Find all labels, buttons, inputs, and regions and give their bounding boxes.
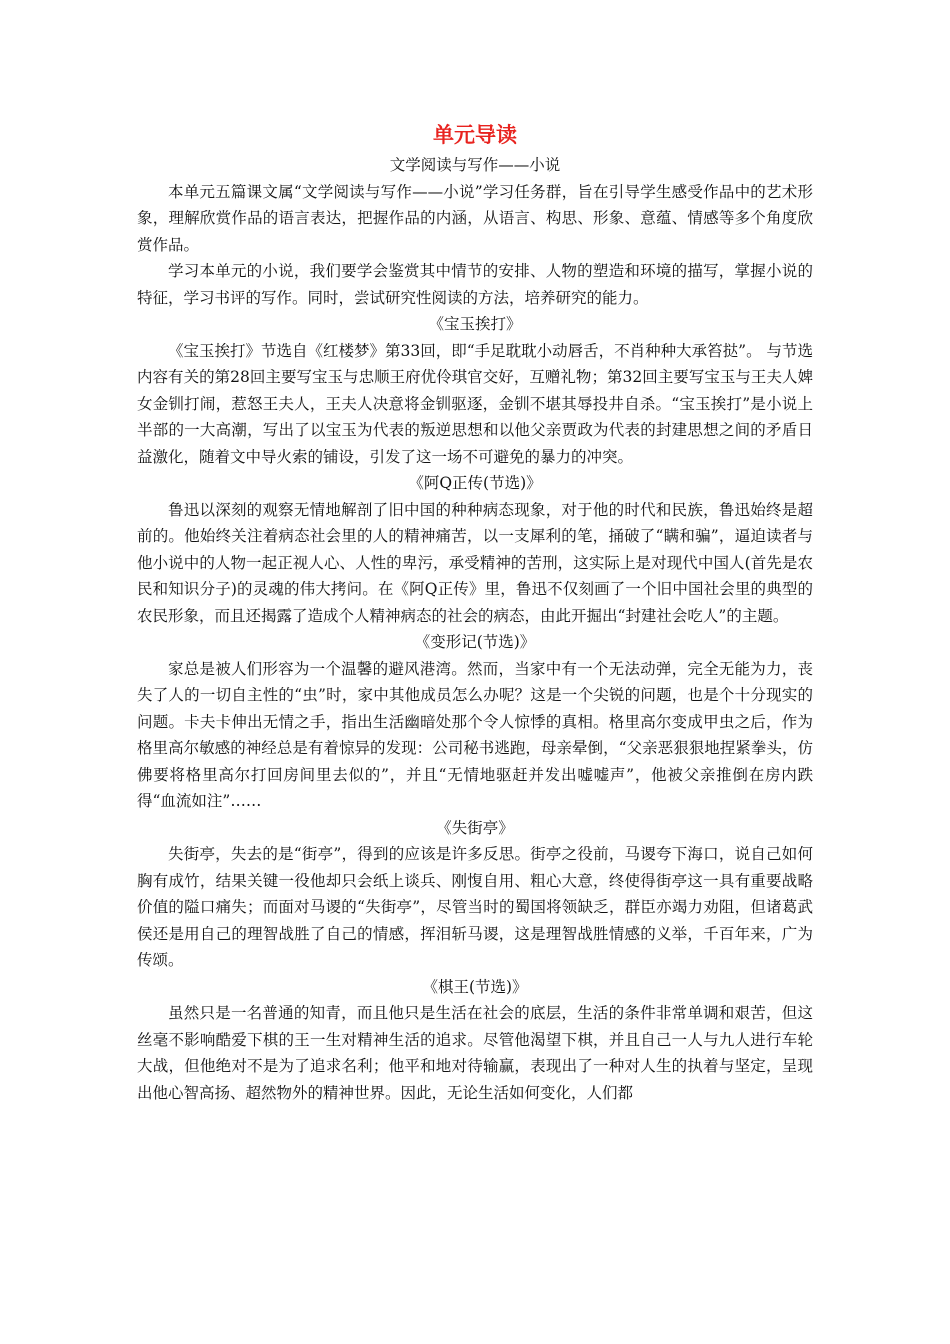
section-text-ahq: 鲁迅以深刻的观察无情地解剖了旧中国的种种病态现象，对于他的时代和民族，鲁迅始终是超前的。他始终关注着病态社会里的人的精神痛苦，以一支犀利的笔，捅破了“瞒和骗”，逼迫读者与他小说中的人物一起正视人心、人性的卑污，承受精神的苦刑，这实际上是对现代中国人(首先是农民和知识分子)的灵魂的伟大拷问。在《阿Q正传》里，鲁迅不仅刻画了一个旧中国社会里的典型的农民形象，而且还揭露了造成个人精神病态的社会的病态，由此开掘出“封建社会吃人”的主题。 <box>137 500 813 625</box>
section-text-metamorphosis: 家总是被人们形容为一个温馨的避风港湾。然而，当家中有一个无法动弹，完全无能为力，丧失了人的一切自主性的“虫”时，家中其他成员怎么办呢？这是一个尖锐的问题，也是个十分现实的问题。卡夫卡伸出无情之手，指出生活幽暗处那个令人惊悸的真相。格里高尔变成甲虫之后，作为格里高尔敏感的神经总是有着惊异的发现：公司秘书逃跑，母亲晕倒，“父亲恶狠狠地捏紧拳头，仿佛要将格里高尔打回房间里去似的”，并且“无情地驱赶并发出嘘嘘声”，他被父亲推倒在房内跌得“血流如注”…… <box>137 659 813 810</box>
section-heading-jieting: 《失街亭》 <box>436 818 514 837</box>
page-title: 单元导读 <box>433 123 517 147</box>
section-text-qiwang: 虽然只是一名普通的知青，而且他只是生活在社会的底层，生活的条件非常单调和艰苦，但这丝毫不影响酷爱下棋的王一生对精神生活的追求。尽管他渴望下棋，并且自己一人与九人进行车轮大战，但他绝对不是为了追求名利；他平和地对待输赢，表现出了一种对人生的执着与坚定，呈现出他心智高扬、超然物外的精神世界。因此，无论生活如何变化，人们都 <box>137 1004 813 1102</box>
intro-paragraph: 本单元五篇课文属“文学阅读与写作——小说”学习任务群，旨在引导学生感受作品中的艺术形象，理解欣赏作品的语言表达，把握作品的内涵，从语言、构思、形象、意蕴、情感等多个角度欣赏作品。 <box>137 182 813 254</box>
section-heading-qiwang: 《棋王(节选)》 <box>422 977 528 996</box>
section-heading-ahq: 《阿Q正传(节选)》 <box>408 474 542 492</box>
section-heading-metamorphosis: 《变形记(节选)》 <box>414 633 536 651</box>
section-heading-baoyu: 《宝玉挨打》 <box>428 315 522 333</box>
intro-paragraph: 学习本单元的小说，我们要学会鉴赏其中情节的安排、人物的塑造和环境的描写，掌握小说的特征，学习书评的写作。同时，尝试研究性阅读的方法，培养研究的能力。 <box>137 262 813 307</box>
section-text-baoyu: 《宝玉挨打》节选自《红楼梦》第33回，即“手足耽耽小动唇舌，不肖种种大承笞挞”。 与节选内容有关的第28回主要写宝玉与忠顺王府优伶琪官交好，互赠礼物；第32回主要写宝玉与王夫人婢女金钏打闹，惹怒王夫人，王夫人决意将金钏驱逐，金钏不堪其辱投井自杀。“宝玉挨打”是小说上半部的一大高潮，写出了以宝玉为代表的叛逆思想和以他父亲贾政为代表的封建思想之间的矛盾日益激化，随着文中导火索的铺设，引发了这一场不可避免的暴力的冲突。 <box>137 341 814 466</box>
section-text-jieting: 失街亭，失去的是“街亭”，得到的应该是许多反思。街亭之役前，马谡夸下海口，说自己如何胸有成竹，结果关键一役他却只会纸上谈兵、刚愎自用、粗心大意，终使得街亭这一具有重要战略价值的隘口痛失；而面对马谡的“失街亭”，尽管当时的蜀国将领缺乏，群臣亦竭力劝阻，但诸葛武侯还是用自己的理智战胜了自己的情感，挥泪斩马谡，这是理智战胜情感的义举，千百年来，广为传颂。 <box>137 845 813 969</box>
page-subtitle: 文学阅读与写作——小说 <box>389 156 561 174</box>
document-page <box>137 120 813 1106</box>
